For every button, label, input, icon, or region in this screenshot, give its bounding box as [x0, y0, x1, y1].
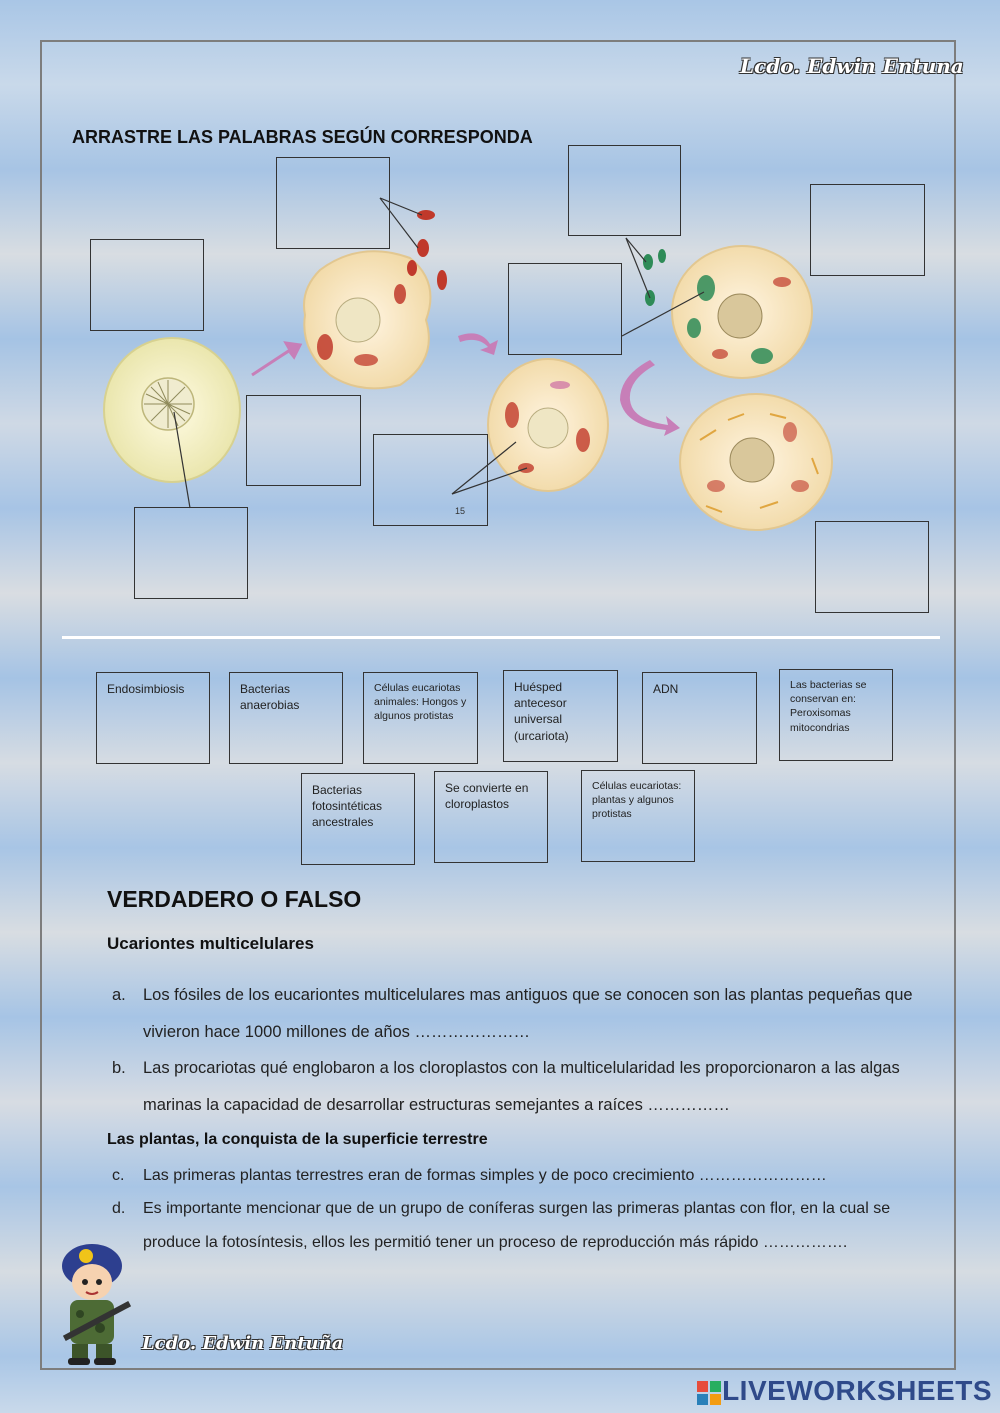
- card-celulas-eucariotas-plantas[interactable]: Células eucariotas: plantas y algunos protistas: [581, 770, 695, 862]
- tf-item-a[interactable]: [112, 977, 942, 1051]
- tf-letter-b: b.: [112, 1059, 126, 1077]
- tf-letter-a: a.: [112, 986, 126, 1004]
- stray-label: 15: [455, 506, 466, 516]
- ancestral-cell: [104, 338, 240, 508]
- tf-item-b[interactable]: [112, 1050, 942, 1124]
- tf-letter-d: d.: [112, 1200, 126, 1217]
- drop-box-7[interactable]: [373, 434, 488, 526]
- plant-cell: [622, 238, 812, 378]
- liveworksheets-logo-icon: [697, 1381, 721, 1405]
- drop-box-8[interactable]: [134, 507, 248, 599]
- card-endosimbiosis[interactable]: Endosimbiosis: [96, 672, 210, 764]
- tf-text-a: Los fósiles de los eucariontes multicelulares mas antiguos que se conocen son las plantas pequeñas que vivieron hace 1000 millones de años …………………: [143, 986, 913, 1041]
- section-divider: [62, 636, 940, 639]
- card-bacterias-conservan[interactable]: Las bacterias se conservan en: Peroxisomas mitocondrias: [779, 669, 893, 761]
- tf-section-1: Ucariontes multicelulares: [107, 934, 314, 953]
- drop-box-2[interactable]: [276, 157, 390, 249]
- drop-box-9[interactable]: [815, 521, 929, 613]
- arrow-1: [252, 343, 300, 375]
- tf-item-c[interactable]: [112, 1159, 942, 1193]
- tf-text-d: Es importante mencionar que de un grupo de coníferas surgen las primeras plantas con flor, en la cual se produce la fotosíntesis, ellos les permitió tener un proceso de reproducción más rápido …………….: [143, 1200, 891, 1251]
- card-bacterias-fotosinteticas[interactable]: Bacterias fotosintéticas ancestrales: [301, 773, 415, 865]
- drop-box-1[interactable]: [90, 239, 204, 331]
- tf-section-2: Las plantas, la conquista de la superficie terrestre: [107, 1131, 488, 1148]
- drop-box-6[interactable]: [246, 395, 361, 486]
- tf-item-d[interactable]: [112, 1192, 942, 1260]
- drop-box-3[interactable]: [568, 145, 681, 236]
- card-celulas-eucariotas-animales[interactable]: Células eucariotas animales: Hongos y algunos protistas: [363, 672, 478, 764]
- arrow-2: [458, 333, 498, 355]
- card-adn[interactable]: ADN: [642, 672, 757, 764]
- drop-box-4[interactable]: [810, 184, 925, 276]
- animal-cell: [680, 394, 832, 530]
- tf-title: VERDADERO O FALSO: [107, 886, 362, 912]
- soldier-mascot-icon: [50, 1238, 140, 1366]
- card-huesped-antecesor[interactable]: Huésped antecesor universal (urcariota): [503, 670, 618, 762]
- arrow-3: [620, 360, 680, 436]
- brand-name: LIVEWORKSHEETS: [722, 1375, 992, 1406]
- drop-box-5[interactable]: [508, 263, 622, 355]
- instruction-heading: ARRASTRE LAS PALABRAS SEGÚN CORRESPONDA: [72, 127, 533, 147]
- tf-text-c: Las primeras plantas terrestres eran de formas simples y de poco crecimiento ……………………: [143, 1167, 827, 1184]
- card-cloroplastos[interactable]: Se convierte en cloroplastos: [434, 771, 548, 863]
- signature-top: Lcdo. Edwin Entuna: [740, 54, 964, 78]
- tf-text-b: Las procariotas qué englobaron a los cloroplastos con la multicelularidad les proporcionaron a las algas marinas la capacidad de desarrollar estructuras semejantes a raíces ……………: [143, 1059, 900, 1114]
- tf-letter-c: c.: [112, 1167, 125, 1184]
- signature-bottom: Lcdo. Edwin Entuña: [142, 1333, 344, 1354]
- card-bacterias-anaerobias[interactable]: Bacterias anaerobias: [229, 672, 343, 764]
